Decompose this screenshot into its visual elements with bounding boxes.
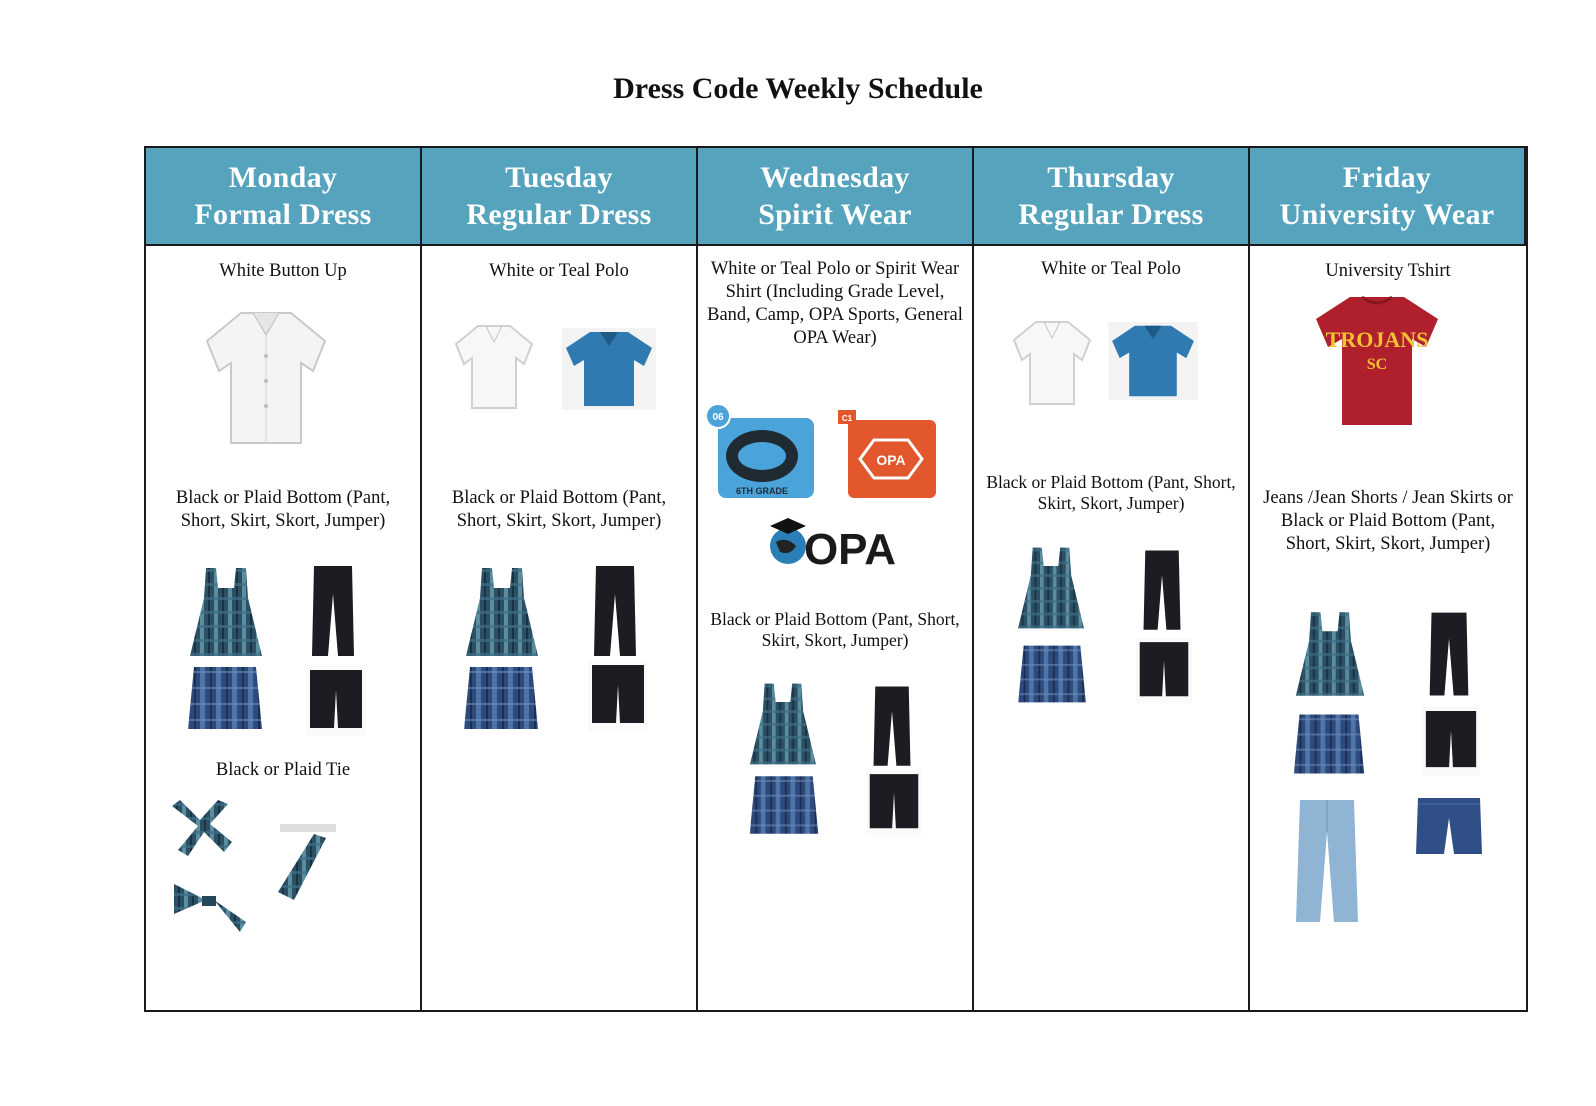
white-polo-image [1012, 316, 1092, 408]
jeans-image [1292, 798, 1362, 926]
day-name: Wednesday [760, 161, 910, 194]
day-name: Monday [228, 161, 338, 194]
black-shorts-image [1136, 638, 1192, 704]
opa-sports-badge [838, 410, 938, 500]
top-label: White Button Up [219, 261, 347, 281]
black-pants-image [870, 684, 914, 770]
day-name: Thursday [1047, 161, 1175, 194]
black-pants-image [590, 564, 640, 660]
bottom-label: Black or Plaid Bottom (Pant, Short, Skirt, Skort, Jumper) [451, 488, 667, 531]
column-thursday [974, 246, 1250, 1010]
teal-polo-image [1108, 322, 1198, 400]
bottom-label: Black or Plaid Bottom (Pant, Short, Skirt, Skort, Jumper) [710, 609, 960, 650]
plaid-jumper-image [1014, 544, 1088, 632]
plaid-jumper-image [1292, 608, 1368, 700]
header-friday [1250, 148, 1526, 246]
header-thursday [974, 148, 1250, 246]
plaid-skirt-image [1014, 642, 1090, 706]
black-pants-image [1426, 610, 1472, 700]
column-friday [1250, 246, 1526, 1010]
plaid-skirt-image [1290, 710, 1368, 778]
black-pants-image [1140, 548, 1184, 634]
top-label: University Tshirt [1325, 261, 1451, 281]
plaid-jumper-image [462, 564, 542, 660]
plaid-skirt-image [746, 772, 822, 838]
plaid-jumper-image [746, 680, 820, 768]
page-title: Dress Code Weekly Schedule [613, 72, 983, 105]
header-wednesday [698, 148, 974, 246]
dress-type: University Wear [1279, 198, 1495, 231]
plaid-skirt-image [184, 663, 266, 733]
column-monday [146, 246, 422, 1010]
bottom-label: Jeans /Jean Shorts / Jean Skirts or Black or Plaid Bottom (Pant, Short, Skirt, Skort, Jumper) [1263, 488, 1513, 554]
logo-text: OPA [803, 525, 896, 574]
day-name: Tuesday [505, 161, 613, 194]
day-name: Friday [1342, 161, 1432, 194]
plaid-bowtie-image [170, 874, 250, 934]
top-label: White or Teal Polo or Spirit Wear Shirt (Including Grade Level, Band, Camp, OPA Sports, General OPA Wear) [707, 259, 963, 348]
black-shorts-image [1422, 706, 1480, 776]
dress-type: Regular Dress [466, 198, 652, 231]
badge-caption: 6TH GRADE [735, 486, 789, 496]
badge-caption: OPA [876, 452, 906, 468]
plaid-necktie-image [274, 824, 344, 904]
column-tuesday [422, 246, 698, 1010]
shirt-monogram: SC [1366, 356, 1388, 373]
sixth-grade-badge [704, 404, 818, 500]
schedule-table [144, 146, 1528, 1012]
dress-type: Spirit Wear [758, 198, 912, 231]
university-tshirt-image [1312, 291, 1442, 431]
dress-type: Formal Dress [194, 198, 372, 231]
plaid-crossover-tie-image [168, 798, 234, 858]
bottom-label: Black or Plaid Bottom (Pant, Short, Skirt, Skort, Jumper) [175, 488, 391, 531]
top-label: White or Teal Polo [1041, 259, 1181, 279]
bottom-label: Black or Plaid Bottom (Pant, Short, Skirt, Skort, Jumper) [986, 472, 1236, 513]
black-shorts-image [588, 661, 648, 731]
header-tuesday [422, 148, 698, 246]
top-label: White or Teal Polo [489, 261, 629, 281]
badge-number: 06 [712, 412, 724, 423]
white-polo-image [454, 320, 534, 412]
header-monday [146, 148, 422, 246]
tie-label: Black or Plaid Tie [215, 760, 351, 780]
button-up-shirt-image [201, 301, 331, 451]
plaid-jumper-image [186, 564, 266, 660]
shirt-wordmark: TROJANS [1325, 327, 1429, 352]
badge-number: C1 [841, 414, 853, 423]
opa-logo [766, 512, 896, 574]
column-wednesday [698, 246, 974, 1010]
black-shorts-image [866, 770, 922, 836]
jean-shorts-image [1414, 796, 1484, 860]
dress-type: Regular Dress [1018, 198, 1204, 231]
teal-polo-image [562, 328, 656, 410]
plaid-skirt-image [460, 663, 542, 733]
black-pants-image [308, 564, 358, 660]
black-shorts-image [306, 666, 366, 736]
